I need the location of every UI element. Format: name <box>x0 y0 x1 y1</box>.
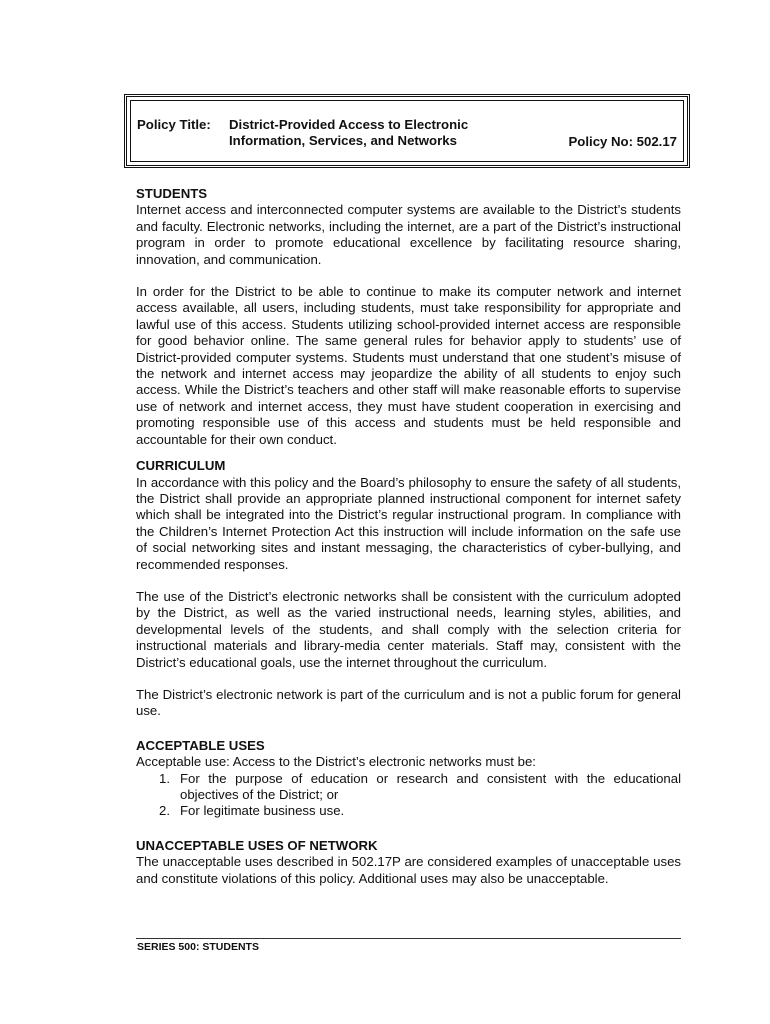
list-item <box>159 803 681 819</box>
curriculum-paragraph-3: The District’s electronic network is part of the curriculum and is not a public forum for general use. <box>136 686 681 719</box>
footer-divider <box>136 938 681 939</box>
policy-title-line-1: District-Provided Access to Electronic <box>229 117 469 132</box>
section-heading-acceptable-uses: ACCEPTABLE USES <box>136 737 265 753</box>
policy-title-label: Policy Title: <box>137 117 211 132</box>
students-paragraph-1: Internet access and interconnected computer systems are available to the District’s students and faculty. Electronic networks, including the internet, are a part of the District’s instructional program in order to promote educational excellence by facilitating resource sharing, innovation, and communication. <box>136 202 681 267</box>
section-heading-students: STUDENTS <box>136 186 208 201</box>
policy-number: Policy No: 502.17 <box>568 134 677 149</box>
list-item-text: For the purpose of education or research and consistent with the educational objectives of the District; or <box>180 770 681 802</box>
acceptable-uses-intro: Acceptable use: Access to the District’s electronic networks must be: <box>136 754 536 770</box>
footer-series-label: SERIES 500: STUDENTS <box>137 941 259 953</box>
policy-title-line-2: Information, Services, and Networks <box>229 133 457 148</box>
unacceptable-uses-paragraph: The unacceptable uses described in 502.17P are considered examples of unacceptable uses and constitute violations of this policy. Additional uses may also be unacceptable. <box>136 854 681 886</box>
curriculum-paragraph-1: In accordance with this policy and the Board’s philosophy to ensure the safety of all students, the District shall provide an appropriate planned instructional component for internet safety which shall be integrated into the District’s regular instructional program. In compliance with the Children’s Internet Protection Act this instruction will include information on the safe use of social networking sites and instant messaging, the characteristics of cyber-bullying, and recommended responses. <box>136 474 681 572</box>
list-item-number: 2. <box>159 803 170 819</box>
acceptable-uses-list <box>136 771 681 820</box>
section-heading-curriculum: CURRICULUM <box>136 458 226 474</box>
curriculum-paragraph-2: The use of the District’s electronic networks shall be consistent with the curriculum adopted by the District, as well as the varied instructional needs, learning styles, abilities, and developmental levels of the students, and shall comply with the selection criteria for instructional materials and library-media center materials. Staff may, consistent with the District’s educational goals, use the internet throughout the curriculum. <box>136 588 681 670</box>
list-item-text: For legitimate business use. <box>180 803 345 819</box>
policy-title <box>229 117 559 149</box>
section-heading-unacceptable-uses: UNACCEPTABLE USES OF NETWORK <box>136 837 378 853</box>
list-item-number: 1. <box>159 770 170 786</box>
list-item <box>159 771 681 804</box>
policy-header-box <box>124 94 690 168</box>
policy-body <box>136 186 681 887</box>
students-paragraph-2: In order for the District to be able to continue to make its computer network and internet access available, all users, including students, must take responsibility for appropriate and lawful use of this access. Students utilizing school-provided internet access are responsible for good behavior online. The same general rules for behavior apply to students’ use of District-provided computer systems. Students must understand that one student’s misuse of the network and internet access may jeopardize the ability of all students to enjoy such access. While the District’s teachers and other staff will make reasonable efforts to supervise use of network and internet access, they must have student cooperation in exercising and promoting responsible use of this access and students must be held responsible and accountable for their own conduct. <box>136 284 681 447</box>
